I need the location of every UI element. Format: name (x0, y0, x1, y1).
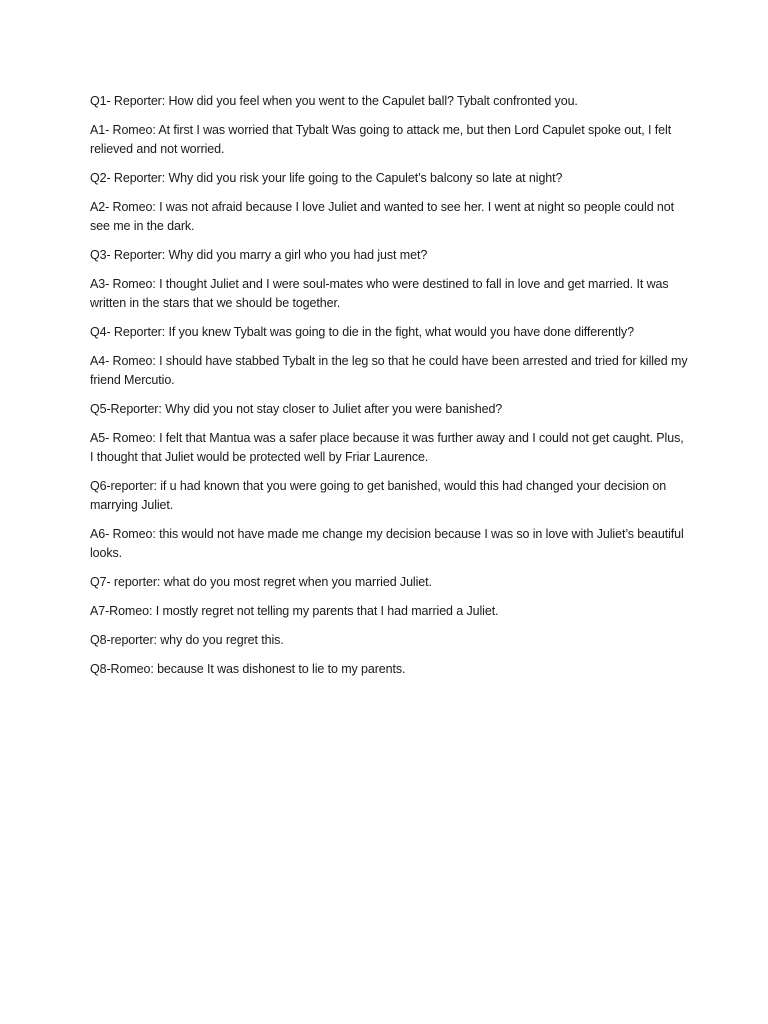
q7-paragraph: Q7- reporter: what do you most regret when you married Juliet. (90, 575, 432, 589)
q4-paragraph: Q4- Reporter: If you knew Tybalt was going to die in the fight, what would you have done differently? (90, 325, 634, 339)
q5-paragraph: Q5-Reporter: Why did you not stay closer to Juliet after you were banished? (90, 402, 503, 416)
q6-paragraph: Q6-reporter: if u had known that you were going to get banished, would this had changed your decision on marrying Juliet. (90, 479, 667, 512)
a2-paragraph: A2- Romeo: I was not afraid because I love Juliet and wanted to see her. I went at night so people could not see me in the dark. (90, 200, 675, 233)
a3-paragraph: A3- Romeo: I thought Juliet and I were soul-mates who were destined to fall in love and get married. It was written in the stars that we should be together. (90, 277, 669, 310)
q8-paragraph: Q8-reporter: why do you regret this. (90, 633, 284, 647)
a4-paragraph: A4- Romeo: I should have stabbed Tybalt in the leg so that he could have been arrested and tried for killed my friend Mercutio. (90, 354, 688, 387)
a5-paragraph: A5- Romeo: I felt that Mantua was a safer place because it was further away and I could not get caught. Plus, I thought that Juliet would be protected well by Friar Laurence. (90, 431, 684, 464)
q1-paragraph: Q1- Reporter: How did you feel when you went to the Capulet ball? Tybalt confronted you. (90, 94, 578, 108)
q2-paragraph: Q2- Reporter: Why did you risk your life going to the Capulet’s balcony so late at night? (90, 171, 563, 185)
q3-paragraph: Q3- Reporter: Why did you marry a girl who you had just met? (90, 248, 428, 262)
a1-paragraph: A1- Romeo: At first I was worried that Tybalt Was going to attack me, but then Lord Capulet spoke out, I felt relieved and not worried. (90, 123, 672, 156)
a8-paragraph: Q8-Romeo: because It was dishonest to lie to my parents. (90, 662, 406, 676)
a6-paragraph: A6- Romeo: this would not have made me change my decision because I was so in love with Juliet’s beautiful looks. (90, 527, 684, 560)
interview-text (90, 92, 690, 689)
a7-paragraph: A7-Romeo: I mostly regret not telling my parents that I had married a Juliet. (90, 604, 499, 618)
